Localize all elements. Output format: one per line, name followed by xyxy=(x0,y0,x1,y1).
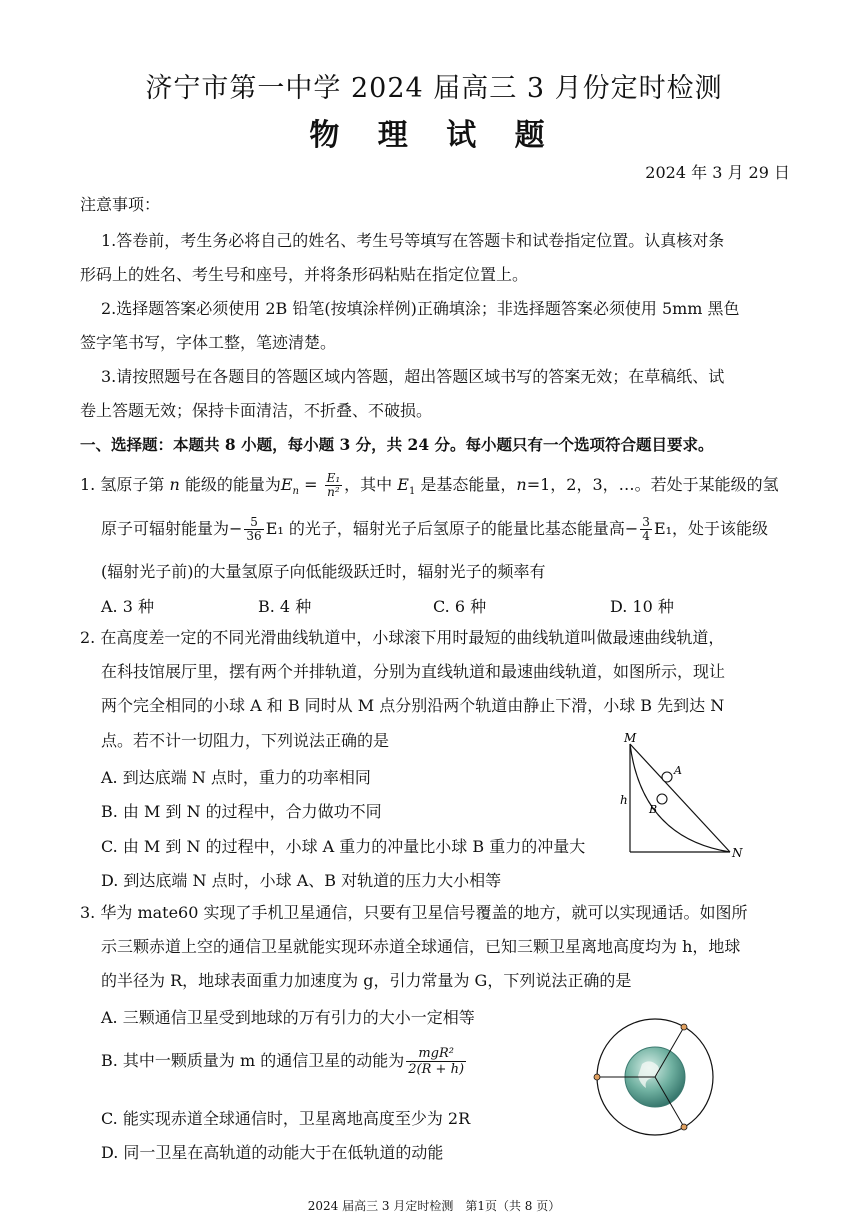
q2-line: 点。若不计一切阻力，下列说法正确的是 xyxy=(101,731,390,750)
q1-option-d: D. 10 种 xyxy=(610,597,674,616)
notice-line: 1.答卷前，考生务必将自己的姓名、考生号等填写在答题卡和试卷指定位置。认真核对条 xyxy=(101,231,725,250)
label-a: A xyxy=(674,764,682,777)
satellite-2 xyxy=(594,1074,600,1080)
q3-option-d: D. 同一卫星在高轨道的动能大于在低轨道的动能 xyxy=(101,1143,444,1162)
notice-line: 签字笔书写，字体工整，笔迹清楚。 xyxy=(80,333,337,352)
page-footer: 2024 届高三 3 月定时检测 第1页（共 8 页） xyxy=(307,1199,561,1213)
q3-option-a: A. 三颗通信卫星受到地球的万有引力的大小一定相等 xyxy=(101,1008,475,1027)
q2-option-b: B. 由 M 到 N 的过程中，合力做功不同 xyxy=(101,802,382,821)
q3-line: 的半径为 R，地球表面重力加速度为 g，引力常量为 G，下列说法正确的是 xyxy=(101,971,632,990)
label-n: N xyxy=(732,846,743,860)
q3-option-b: B. 其中一颗质量为 m 的通信卫星的动能为 $\frac{\text{mgR²}}{2(R + h)}$ xyxy=(101,1046,465,1077)
energy-fraction: $\frac{\text{E₁}}{\text{n²}}$ xyxy=(326,471,341,499)
q1-line-1: 1. 氢原子第 n 能级的能量为$E_n$ = $\frac{\text{E₁}}{\text{n²}}$ ，其中 $E_1$ 是基态能量，n=1，2，3，…。若处于某能级的氢 xyxy=(80,471,779,499)
q1-option-b: B. 4 种 xyxy=(258,597,312,616)
section-heading: 一、选择题：本题共 8 小题，每小题 3 分，共 24 分。每小题只有一个选项符合题目要求。 xyxy=(80,435,714,454)
track-figure xyxy=(612,730,752,860)
q1-option-c: C. 6 种 xyxy=(433,597,487,616)
fraction-3-4: $\frac{3}{4}$ xyxy=(642,515,650,543)
fraction-5-36: $\frac{5}{36}$ xyxy=(246,515,262,543)
q1-line-3: (辐射光子前)的大量氢原子向低能级跃迁时，辐射光子的频率有 xyxy=(101,562,546,581)
label-m: M xyxy=(624,731,637,745)
exam-title: 济宁市第一中学 2024 届高三 3 月份定时检测 xyxy=(145,73,723,104)
exam-date: 2024 年 3 月 29 日 xyxy=(645,163,790,182)
q2-line: 两个完全相同的小球 A 和 B 同时从 M 点分别沿两个轨道由静止下滑，小球 B 先到达 N xyxy=(101,696,725,715)
q2-line: 2. 在高度差一定的不同光滑曲线轨道中，小球滚下用时最短的曲线轨道叫做最速曲线轨道， xyxy=(80,628,725,647)
q2-option-c: C. 由 M 到 N 的过程中，小球 A 重力的冲量比小球 B 重力的冲量大 xyxy=(101,837,586,856)
notice-line: 卷上答题无效；保持卡面清洁，不折叠、不破损。 xyxy=(80,401,433,420)
q2-option-a: A. 到达底端 N 点时，重力的功率相同 xyxy=(101,768,371,787)
label-h: h xyxy=(620,793,628,807)
q3-line: 示三颗赤道上空的通信卫星就能实现环赤道全球通信，已知三颗卫星离地高度均为 h，地球 xyxy=(101,937,741,956)
satellite-3 xyxy=(681,1124,687,1130)
notice-line: 形码上的姓名、考生号和座号，并将条形码粘贴在指定位置上。 xyxy=(80,265,529,284)
ball-b xyxy=(657,794,667,804)
ball-a xyxy=(662,772,672,782)
straight-track xyxy=(630,744,730,852)
notice-line: 2.选择题答案必须使用 2B 铅笔(按填涂样例)正确填涂；非选择题答案必须使用 5mm 黑色 xyxy=(101,299,740,318)
notice-line: 3.请按照题号在各题目的答题区域内答题，超出答题区域书写的答案无效；在草稿纸、试 xyxy=(101,367,725,386)
q3-line: 3. 华为 mate60 实现了手机卫星通信，只要有卫星信号覆盖的地方，就可以实现通话。如图所 xyxy=(80,903,748,922)
satellite-1 xyxy=(681,1024,687,1030)
subject-title: 物 理 试 题 xyxy=(309,118,559,153)
q3-option-c: C. 能实现赤道全球通信时，卫星离地高度至少为 2R xyxy=(101,1109,471,1128)
q2-option-d: D. 到达底端 N 点时，小球 A、B 对轨道的压力大小相等 xyxy=(101,871,502,890)
notice-heading: 注意事项： xyxy=(80,195,161,214)
kinetic-energy-fraction: $\frac{\text{mgR²}}{2(R + h)}$ xyxy=(408,1046,465,1077)
label-b: B xyxy=(649,803,658,816)
q2-line: 在科技馆展厅里，摆有两个并排轨道，分别为直线轨道和最速曲线轨道，如图所示，现让 xyxy=(101,662,726,681)
satellite-figure xyxy=(590,1012,720,1142)
q1-option-a: A. 3 种 xyxy=(101,597,154,616)
q1-line-2: 原子可辐射能量为− $\frac{5}{36}$ E₁ 的光子，辐射光子后氢原子的能量比基态能量高− $\frac{3}{4}$ E₁，处于该能级 xyxy=(101,515,769,543)
